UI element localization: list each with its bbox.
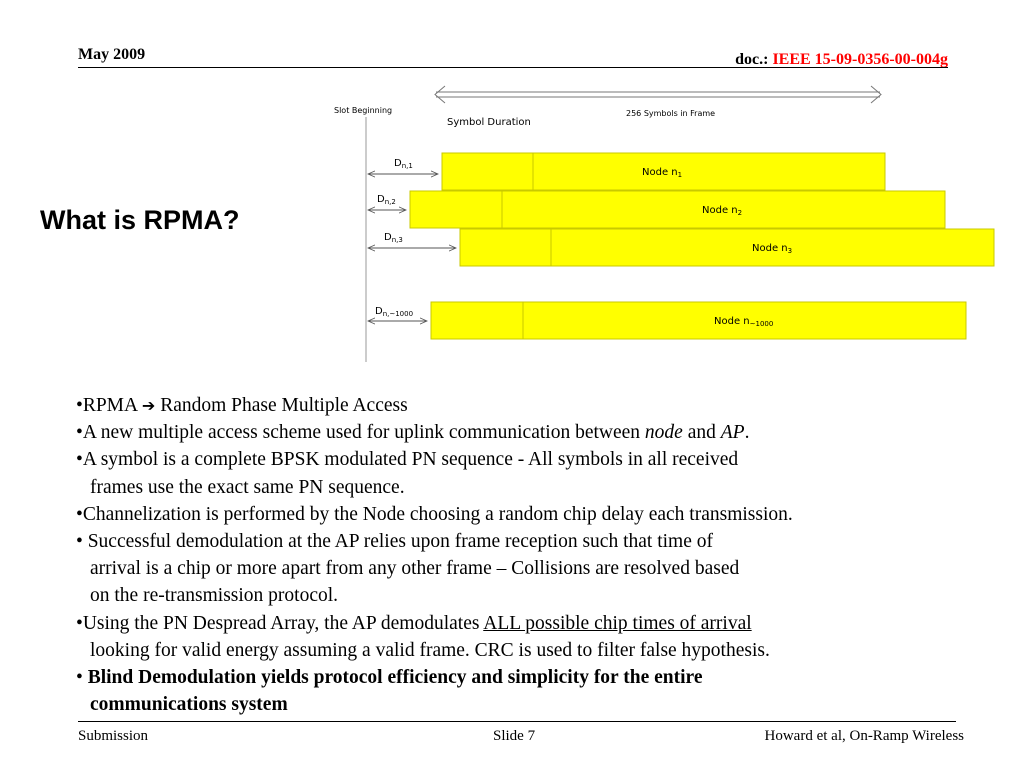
bullet-7-text: Blind Demodulation yields protocol efficiency and simplicity for the entire [87,667,703,689]
node-label-2: Node $n_2$ [702,205,743,217]
node-box-1 [533,153,885,190]
symbol-box-1 [442,153,534,190]
footer-submission: Submission [78,728,149,744]
delay-label-1: $D_{n,1}$ [394,158,413,170]
bullet-7-line-2 [76,691,976,718]
bullet-2-node: node [644,422,683,444]
symbol-duration-label: Symbol Duration [447,117,531,128]
bullet-6-line-2: looking for valid energy assuming a valid frame. CRC is used to filter false hypothesis. [90,639,770,661]
bullet-2-mid: and [682,422,721,444]
footer-authors: Howard et al, On-Ramp Wireless [764,728,964,744]
bullet-2-end: . [744,422,750,444]
bullet-3-line-1: •A symbol is a complete BPSK modulated PN sequence - All symbols in all received [76,449,739,471]
header-date: May 2009 [78,46,146,63]
bullet-list [76,392,976,718]
node-label-4: Node $n_{\sim 1000}$ [714,316,774,328]
frame-duration-arrow [435,86,881,103]
slot-beginning-label: Slot Beginning [334,106,393,115]
delay-label-2: $D_{n,2}$ [377,194,396,206]
symbol-box-2 [410,191,503,228]
bullet-5-line-1: • Successful demodulation at the AP relies upon frame reception such that time of [76,531,713,553]
bullet-5-line-3: on the re-transmission protocol. [90,585,339,607]
node-label-3: Node $n_3$ [752,243,793,255]
bullet-1 [76,392,976,419]
bullet-7-text-2: communications system [90,694,288,716]
bullet-2-text: •A new multiple access scheme used for uplink communication between [76,422,645,444]
symbol-box-4 [431,302,524,339]
bullet-2 [76,419,976,446]
frame-label: 256 Symbols in Frame [626,109,716,118]
delay-label-3: $D_{n,3}$ [384,232,403,244]
bullet-6-underlined: ALL possible chip times of arrival [483,612,752,634]
symbol-box-3 [460,229,552,266]
bullet-2-ap: AP [720,422,745,444]
footer-slide-number: Slide 7 [493,728,536,744]
bullet-7-marker: • [76,667,88,689]
bullet-1-text-end: Random Phase Multiple Access [155,395,408,416]
footer-rule [78,721,956,722]
slide-title: What is RPMA? [40,205,240,235]
bullet-6-text: •Using the PN Despread Array, the AP demodulates [76,612,484,634]
bullet-3-line-2: frames use the exact same PN sequence. [90,476,405,498]
bullet-5-line-2: arrival is a chip or more apart from any other frame – Collisions are resolved based [90,558,740,580]
node-label-1: Node $n_1$ [642,167,683,179]
bullet-4: •Channelization is performed by the Node choosing a random chip delay each transmission. [76,503,793,525]
doc-prefix: doc.: [735,51,769,68]
doc-number: IEEE 15-09-0356-00-004g [772,51,948,68]
delay-label-4: $D_{n,\sim 1000}$ [375,306,414,318]
right-arrow-icon: ➔ [141,396,156,415]
bullet-1-text: •RPMA [76,395,142,416]
bullet-7-line-1 [76,664,976,691]
bullet-6-line-1 [76,610,976,637]
